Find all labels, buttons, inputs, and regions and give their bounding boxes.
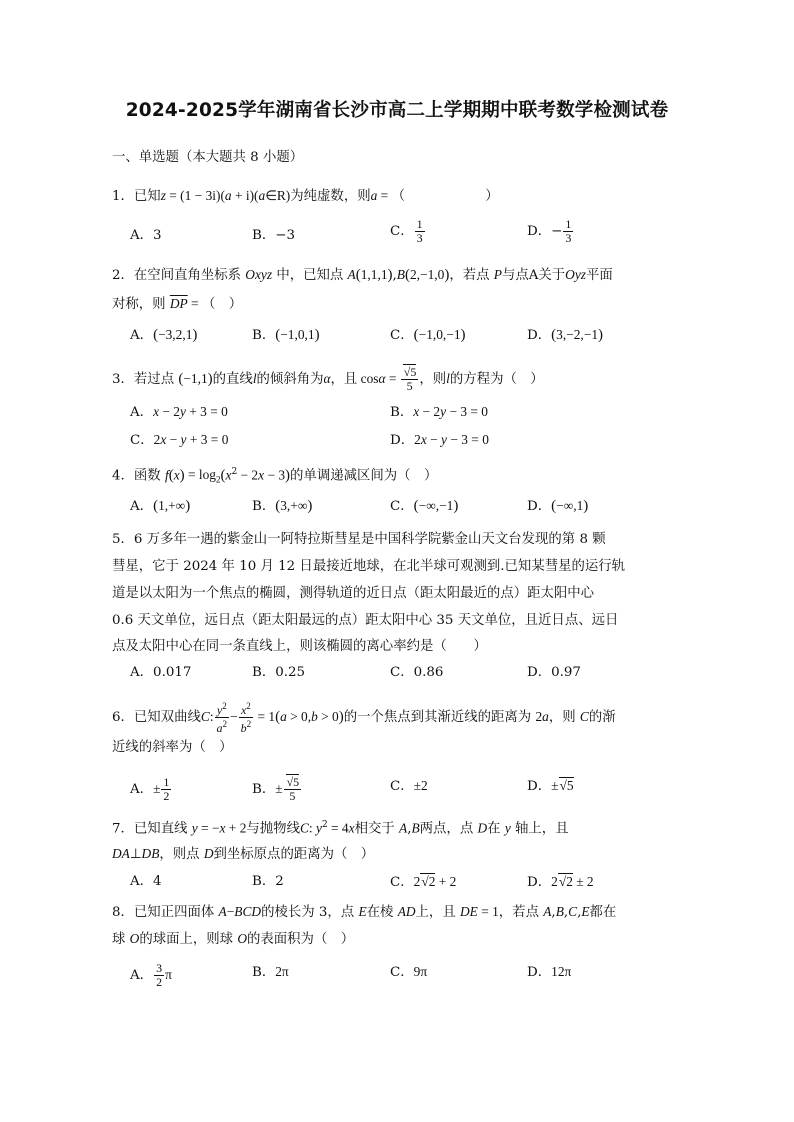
q7-option-d: D．2√2 ± 2	[527, 874, 594, 890]
q4-option-b: B．(3,+∞)	[252, 498, 313, 514]
q8-option-d: D．12π	[527, 964, 572, 980]
q8-option-c: C．9π	[390, 964, 428, 980]
q7-option-c: C．2√2 + 2	[390, 874, 457, 890]
q1-option-c: C． $\frac{1}{3}$	[390, 217, 423, 245]
q7-option-b: B．2	[252, 874, 284, 889]
q6-option-c: C．±2	[390, 778, 428, 794]
q1-option-d: D．− $\frac{1}{3}$	[527, 217, 572, 245]
question-5-line-1: 5．6 万多年一遇的紫金山一阿特拉斯彗星是中国科学院紫金山天文台发现的第 8 颗	[112, 532, 606, 547]
q2-option-a: A．(−3,2,1)	[130, 327, 198, 343]
q1-option-b: B．−3	[252, 228, 295, 243]
question-3-text: 3．若过点 (−1,1)的直线l的倾斜角为α，且 cosα = $\frac{√5}{5}$ ，则l的方程为（ ）	[112, 365, 544, 393]
q1-option-a: A．3	[130, 228, 162, 243]
question-6-line-1: 6．已知双曲线C: $\frac{y^2}{a^2}$ − $\frac{x^2}{b^2}$ = 1(a > 0,b > 0)的一个焦点到其渐近线的距离为 2a，则 C的渐	[112, 701, 616, 735]
question-6-line-2: 近线的斜率为（ ）	[112, 740, 233, 755]
q3-option-d: D．2x − y − 3 = 0	[390, 432, 489, 448]
question-8-line-1: 8．已知正四面体 A−BCD的棱长为 3，点 E在棱 AD上，且 DE = 1，若点 A,B,C,E都在	[112, 904, 617, 920]
question-5-line-3: 道是以太阳为一个焦点的椭圆，测得轨道的近日点（距太阳最近的点）距太阳中心	[112, 586, 595, 601]
q6-option-a: A．± $\frac{1}{2}$	[130, 775, 170, 803]
section-heading: 一、单选题（本大题共 8 小题）	[112, 150, 304, 165]
question-1-text: 1．已知z = (1 − 3i)(a + i)(a∈R)为纯虚数，则a = （ ）	[112, 188, 499, 204]
q6-option-d: D．±√5	[527, 778, 574, 794]
q4-option-c: C．(−∞,−1)	[390, 498, 459, 514]
q3-option-b: B．x − 2y − 3 = 0	[390, 404, 488, 420]
q8-option-a: A． $\frac{3}{2}$ π	[130, 961, 172, 989]
q3-option-a: A．x − 2y + 3 = 0	[130, 404, 228, 420]
question-2-line-2: 对称，则 $\overline{DP}$ = （ ）	[112, 296, 243, 312]
q4-option-d: D．(−∞,1)	[527, 498, 589, 514]
q8-option-b: B．2π	[252, 964, 289, 980]
question-5-line-2: 彗星，它于 2024 年 10 月 12 日最接近地球，在北半球可观测到.已知某彗星的运行轨	[112, 559, 626, 574]
question-7-line-2: DA⊥DB，则点 D到坐标原点的距离为（ ）	[112, 846, 375, 862]
question-8-line-2: 球 O的球面上，则球 O的表面积为（ ）	[112, 931, 355, 947]
question-4-text: 4．函数 $f(x) = \log_2(x^2 - 2x - 3)$的单调递减区间为（ ）	[112, 467, 438, 486]
q5-option-a: A．0.017	[130, 665, 192, 680]
q5-option-c: C．0.86	[390, 665, 444, 680]
q7-option-a: A．4	[130, 874, 162, 889]
question-5-line-4: 0.6 天文单位，远日点（距太阳最远的点）距太阳中心 35 天文单位，且近日点、远日	[112, 613, 619, 628]
q6-option-b: B．± $\frac{√5}{5}$	[252, 775, 300, 803]
q5-option-b: B．0.25	[252, 665, 306, 680]
question-5-line-5: 点及太阳中心在同一条直线上，则该椭圆的离心率约是（ ）	[112, 639, 487, 654]
q2-option-c: C．(−1,0,−1)	[390, 327, 466, 343]
q2-option-d: D．(3,−2,−1)	[527, 327, 604, 343]
q4-option-a: A．(1,+∞)	[130, 498, 191, 514]
q3-option-c: C．2x − y + 3 = 0	[130, 432, 229, 448]
exam-title: 2024-2025学年湖南省长沙市高二上学期期中联考数学检测试卷	[125, 100, 669, 121]
question-2-line-1: 2．在空间直角坐标系 Oxyz 中，已知点 A(1,1,1),B(2,−1,0)，若点 P与点A关于Oyz平面	[112, 267, 613, 283]
q5-option-d: D．0.97	[527, 665, 581, 680]
q2-option-b: B．(−1,0,1)	[252, 327, 320, 343]
question-7-line-1: 7．已知直线 y = −x + 2与抛物线C: $y^2 = 4x$相交于 A,B两点，点 D在 y 轴上，且	[112, 820, 569, 837]
